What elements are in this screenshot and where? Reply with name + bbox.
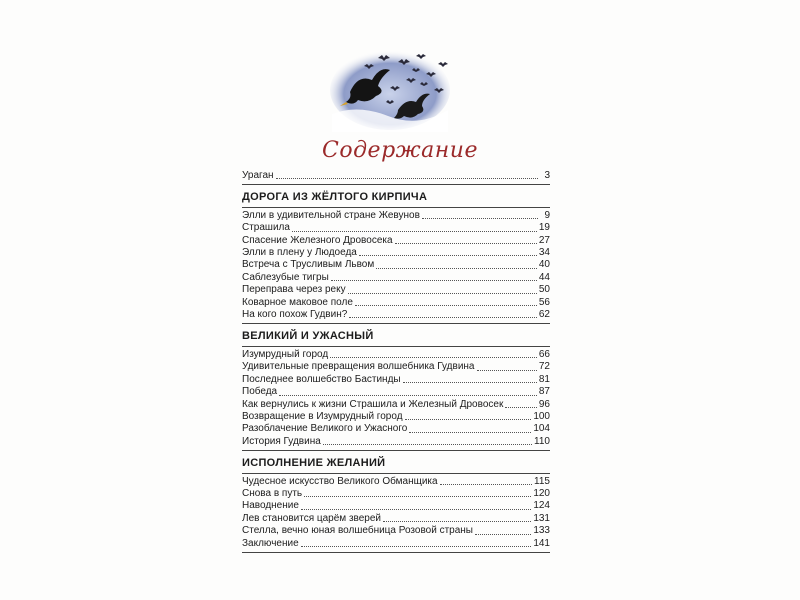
toc-entry-title: Удивительные превращения волшебника Гудвина (242, 361, 475, 373)
toc-entry-title: Страшила (242, 222, 290, 234)
dot-leader (383, 520, 531, 522)
toc-entry-page: 62 (538, 309, 550, 321)
toc-entry (242, 361, 550, 373)
toc-entry-title: Элли в плену у Людоеда (242, 247, 357, 259)
dot-leader (376, 267, 537, 269)
toc-entry-page: 56 (538, 296, 550, 308)
toc-entry-page: 124 (533, 500, 550, 512)
divider (242, 323, 550, 324)
toc-entry (242, 411, 550, 423)
toc-entry (242, 436, 550, 448)
toc-entry (242, 170, 550, 182)
divider (242, 184, 550, 185)
toc-entry (242, 210, 550, 222)
dot-leader (292, 230, 537, 232)
toc-entry-page: 50 (538, 284, 550, 296)
toc-entry (242, 272, 550, 284)
toc-entry-title: Разоблачение Великого и Ужасного (242, 423, 408, 435)
toc-entry (242, 423, 550, 435)
toc-entry-title: Ураган (242, 170, 274, 181)
dot-leader (403, 381, 537, 383)
toc-entry-title: Наводнение (242, 500, 299, 512)
toc-entry (242, 386, 550, 398)
toc-entry-page: 131 (533, 512, 550, 524)
toc-entry (242, 259, 550, 271)
toc-entry-title: Как вернулись к жизни Страшила и Железный Дровосек (242, 398, 504, 410)
toc-entry (242, 399, 550, 411)
toc-entry (242, 222, 550, 234)
toc-entry-page: 27 (538, 234, 550, 246)
toc-entry (242, 309, 550, 321)
dot-leader (475, 533, 531, 535)
dot-leader (330, 356, 537, 358)
dot-leader (349, 316, 537, 318)
toc-entry-page: 66 (538, 348, 550, 360)
toc-entry-page: 115 (534, 475, 550, 487)
toc-entry-page: 100 (533, 410, 550, 422)
toc-entry (242, 297, 550, 309)
table-of-contents (242, 170, 550, 555)
toc-entry (242, 488, 550, 500)
toc-entry (242, 500, 550, 512)
dot-leader (395, 242, 537, 244)
dot-leader (301, 545, 532, 547)
dot-leader (422, 217, 538, 219)
toc-entry-title: Заключение (242, 537, 299, 549)
toc-entry-page: 141 (533, 537, 550, 549)
toc-entry-title: Встреча с Трусливым Львом (242, 259, 375, 271)
dot-leader (505, 406, 537, 408)
dot-leader (355, 304, 537, 306)
toc-entry-page: 9 (544, 209, 550, 221)
toc-entry-title: Снова в путь (242, 487, 303, 499)
toc-entry-title: Элли в удивительной стране Жевунов (242, 209, 420, 221)
dot-leader (304, 495, 531, 497)
dot-leader (359, 254, 537, 256)
toc-entry-title: Изумрудный город (242, 348, 329, 360)
toc-entry-title: Спасение Железного Дровосека (242, 234, 393, 246)
toc-entry (242, 374, 550, 386)
toc-entry-title: Саблезубые тигры (242, 271, 329, 283)
crows-in-sky-illustration (328, 44, 452, 132)
divider (242, 473, 550, 474)
toc-entry-page: 104 (533, 423, 550, 435)
toc-entry (242, 476, 550, 488)
toc-entry-page: 3 (544, 170, 550, 181)
toc-entry-page: 40 (538, 259, 550, 271)
dot-leader (301, 508, 531, 510)
divider (242, 450, 550, 451)
toc-entry-title: Переправа через реку (242, 284, 346, 296)
divider (242, 552, 550, 553)
dot-leader (348, 292, 537, 294)
toc-entry-page: 110 (534, 435, 550, 447)
section-title: ИСПОЛНЕНИЕ ЖЕЛАНИЙ (242, 457, 386, 470)
toc-entry-title: На кого похож Гудвин? (242, 309, 348, 321)
dot-leader (323, 443, 532, 445)
dot-leader (440, 483, 532, 485)
dot-leader (477, 369, 537, 371)
toc-entry (242, 513, 550, 525)
toc-entry (242, 284, 550, 296)
section-title: ВЕЛИКИЙ И УЖАСНЫЙ (242, 330, 374, 343)
toc-entry-page: 44 (538, 271, 550, 283)
section-title: ДОРОГА ИЗ ЖЁЛТОГО КИРПИЧА (242, 191, 428, 204)
divider (242, 207, 550, 208)
toc-entry (242, 235, 550, 247)
toc-entry (242, 349, 550, 361)
toc-entry-title: Победа (242, 386, 278, 398)
toc-entry (242, 525, 550, 537)
toc-entry-title: Последнее волшебство Бастинды (242, 373, 401, 385)
toc-entry-title: Возвращение в Изумрудный город (242, 410, 403, 422)
toc-entry-title: Лев становится царём зверей (242, 512, 382, 524)
toc-entry (242, 538, 550, 550)
toc-entry-page: 34 (538, 247, 550, 259)
dot-leader (405, 418, 532, 420)
dot-leader (331, 279, 537, 281)
toc-entry-page: 72 (538, 361, 550, 373)
toc-entry-page: 81 (538, 373, 550, 385)
dot-leader (279, 394, 537, 396)
dot-leader (276, 177, 538, 179)
toc-entry-title: Чудесное искусство Великого Обманщика (242, 475, 438, 487)
divider (242, 346, 550, 347)
toc-entry-page: 87 (538, 386, 550, 398)
toc-entry-title: Коварное маковое поле (242, 296, 353, 308)
toc-entry-page: 120 (533, 487, 550, 499)
toc-entry-title: История Гудвина (242, 435, 321, 447)
toc-entry-page: 19 (538, 222, 550, 234)
toc-entry-page: 133 (533, 525, 550, 537)
toc-entry (242, 247, 550, 259)
toc-entry-page: 96 (538, 398, 550, 410)
page-title: Содержание (322, 138, 478, 163)
toc-entry-title: Стелла, вечно юная волшебница Розовой страны (242, 525, 473, 537)
dot-leader (409, 431, 531, 433)
